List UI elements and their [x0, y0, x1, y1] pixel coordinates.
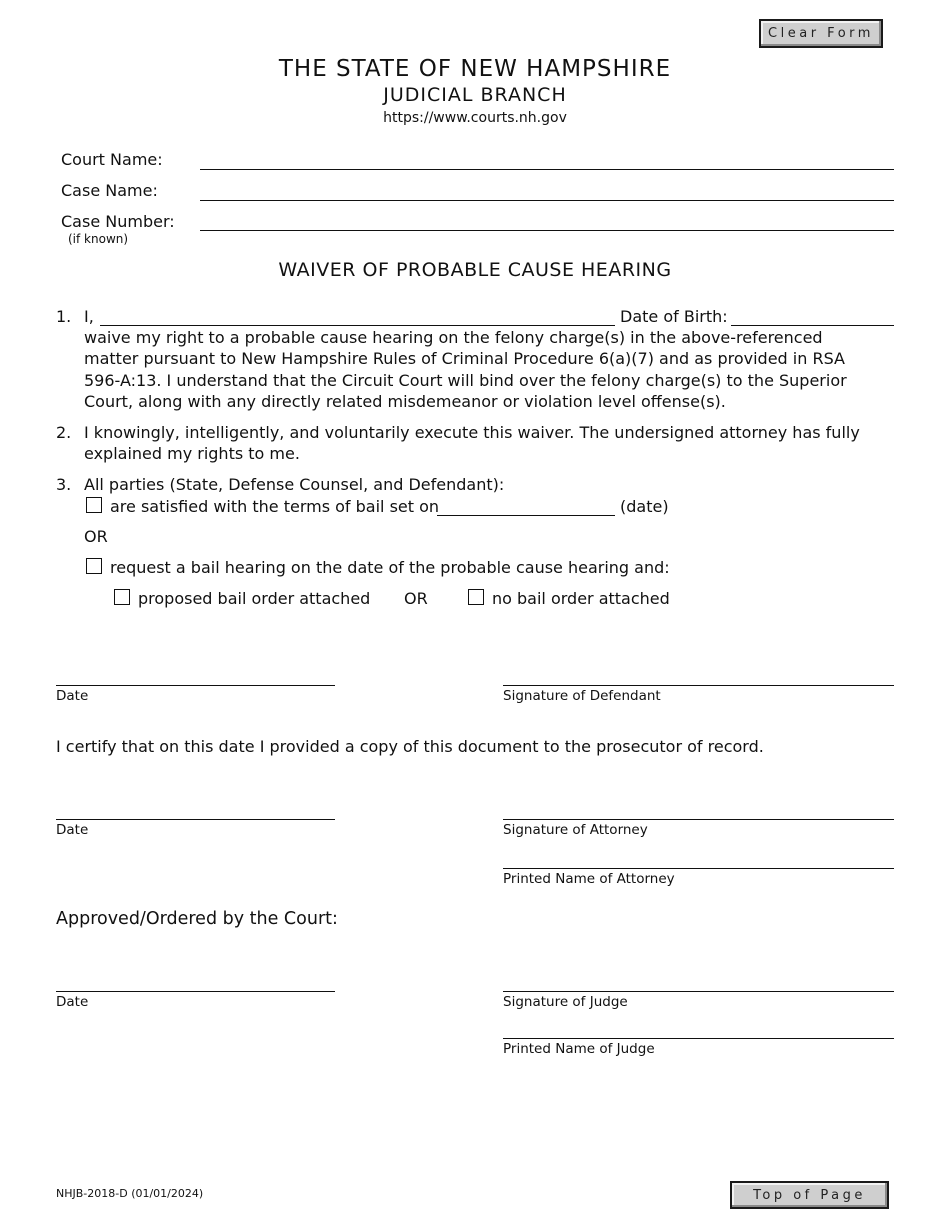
bail-date-suffix: (date) — [620, 497, 669, 516]
item-2-line-1: I knowingly, intelligently, and voluntarily execute this waiver. The undersigned attorney has fully — [84, 423, 860, 442]
proposed-order-checkbox[interactable] — [114, 589, 130, 605]
defendant-signature-label: Signature of Defendant — [503, 688, 661, 704]
item-1-line-2: matter pursuant to New Hampshire Rules of Criminal Procedure 6(a)(7) and as provided in RSA — [84, 349, 845, 368]
court-name-input[interactable] — [200, 149, 894, 170]
attorney-signature-label: Signature of Attorney — [503, 822, 648, 838]
certify-statement: I certify that on this date I provided a copy of this document to the prosecutor of record. — [56, 737, 764, 756]
case-number-label: Case Number: — [61, 212, 175, 231]
top-of-page-button[interactable]: Top of Page — [730, 1181, 889, 1209]
attorney-name-input[interactable] — [503, 848, 894, 869]
clear-form-button[interactable]: Clear Form — [759, 19, 883, 48]
case-name-label: Case Name: — [61, 181, 158, 200]
bail-satisfied-checkbox[interactable] — [86, 497, 102, 513]
courts-url: https://www.courts.nh.gov — [383, 110, 567, 126]
judge-signature-label: Signature of Judge — [503, 994, 628, 1010]
proposed-order-label: proposed bail order attached — [138, 589, 371, 608]
form-title: WAIVER OF PROBABLE CAUSE HEARING — [278, 259, 672, 281]
state-heading: THE STATE OF NEW HAMPSHIRE — [278, 56, 672, 82]
approved-heading: Approved/Ordered by the Court: — [56, 909, 338, 929]
judge-date-input[interactable] — [56, 971, 335, 992]
case-number-note: (if known) — [68, 232, 129, 246]
judge-name-label: Printed Name of Judge — [503, 1041, 655, 1057]
no-order-checkbox[interactable] — [468, 589, 484, 605]
branch-heading: JUDICIAL BRANCH — [383, 84, 567, 106]
defendant-name-input[interactable] — [100, 305, 615, 326]
judge-name-input[interactable] — [503, 1018, 894, 1039]
defendant-date-input[interactable] — [56, 665, 335, 686]
case-name-input[interactable] — [200, 180, 894, 201]
or-divider-2: OR — [404, 589, 428, 608]
bail-date-input[interactable] — [437, 495, 615, 516]
item-1-line-4: Court, along with any directly related misdemeanor or violation level offense(s). — [84, 392, 726, 411]
dob-input[interactable] — [731, 305, 894, 326]
or-divider-1: OR — [84, 527, 108, 546]
item-3-number: 3. — [56, 475, 72, 494]
case-number-input[interactable] — [200, 210, 894, 231]
judge-date-label: Date — [56, 994, 89, 1010]
defendant-signature-line[interactable] — [503, 685, 894, 686]
form-id: NHJB-2018-D (01/01/2024) — [56, 1187, 204, 1200]
item-2-number: 2. — [56, 423, 72, 442]
attorney-name-label: Printed Name of Attorney — [503, 871, 675, 887]
bail-request-checkbox[interactable] — [86, 558, 102, 574]
item-1-line-3: 596-A:13. I understand that the Circuit Court will bind over the felony charge(s) to the Superior — [84, 371, 847, 390]
attorney-date-input[interactable] — [56, 799, 335, 820]
attorney-signature-line[interactable] — [503, 819, 894, 820]
dob-label: Date of Birth: — [620, 307, 728, 326]
judge-signature-line[interactable] — [503, 991, 894, 992]
item-3-intro: All parties (State, Defense Counsel, and Defendant): — [84, 475, 505, 494]
item-1-i: I, — [84, 307, 94, 326]
item-1-number: 1. — [56, 307, 72, 326]
defendant-date-label: Date — [56, 688, 89, 704]
no-order-label: no bail order attached — [492, 589, 670, 608]
item-2-line-2: explained my rights to me. — [84, 444, 300, 463]
bail-request-label: request a bail hearing on the date of the probable cause hearing and: — [110, 558, 670, 577]
attorney-date-label: Date — [56, 822, 89, 838]
court-name-label: Court Name: — [61, 150, 163, 169]
item-1-line-1: waive my right to a probable cause hearing on the felony charge(s) in the above-referenced — [84, 328, 823, 347]
bail-satisfied-label: are satisfied with the terms of bail set on — [110, 497, 440, 516]
